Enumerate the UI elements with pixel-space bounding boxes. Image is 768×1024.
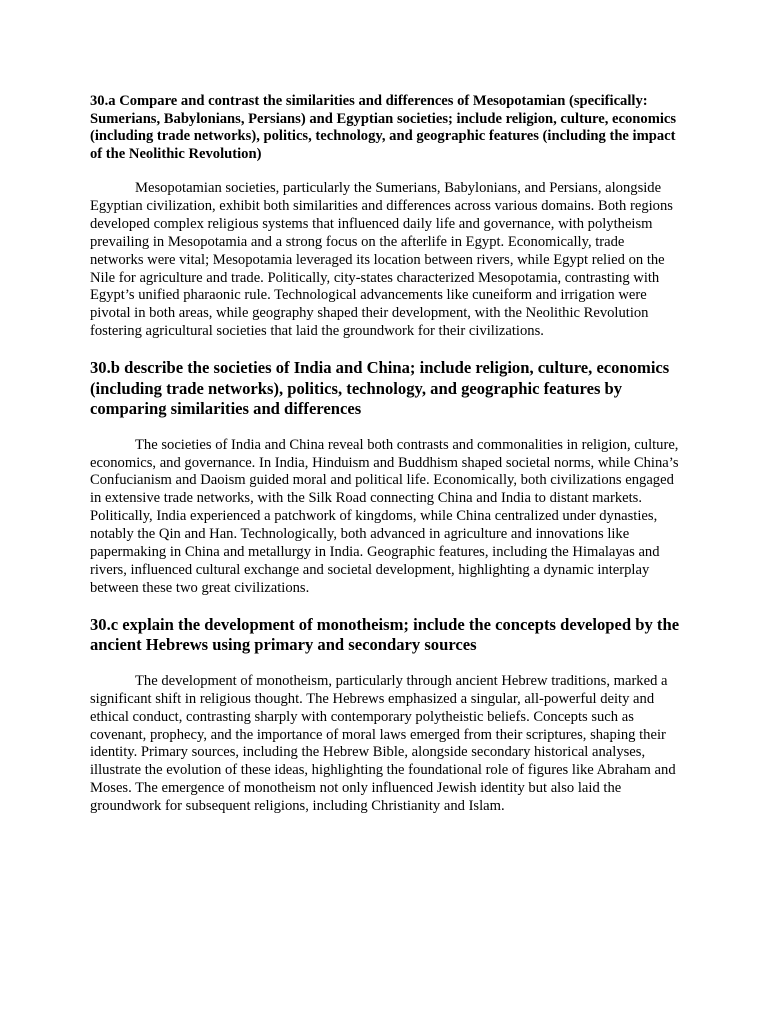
section-30b: [90, 358, 680, 598]
section-paragraph: The societies of India and China reveal both contrasts and commonalities in religion, culture, economics, and governance. In India, Hinduism and Buddhism shaped societal norms, while China’s Confucianism and Daoism guided moral and political life. Economically, both civilizations engaged in extensive trade networks, with the Silk Road connecting China and India to distant markets. Politically, India experienced a patchwork of kingdoms, while China centralized under dynasties, notably the Qin and Han. Technologically, both advanced in agriculture and innovations like papermaking in China and metallurgy in India. Geographic features, including the Himalayas and rivers, influenced cultural exchange and societal development, highlighting a dynamic interplay between these two great civilizations.: [90, 436, 679, 596]
section-heading: 30.b describe the societies of India and China; include religion, culture, economics (including trade networks), politics, technology, and geographic features by comparing similarities and differences: [90, 358, 670, 419]
section-30c: [90, 615, 680, 816]
section-heading: 30.a Compare and contrast the similarities and differences of Mesopotamian (specifically: Sumerians, Babylonians, Persians) and Egyptian societies; include religion, culture, economics (including trade networks), politics, technology, and geographic features (including the impact of the Neolithic Revolution): [90, 93, 677, 162]
section-heading: 30.c explain the development of monotheism; include the concepts developed by the ancient Hebrews using primary and secondary sources: [90, 614, 680, 655]
document-page: [90, 93, 680, 833]
section-30a: [90, 93, 680, 341]
section-paragraph: Mesopotamian societies, particularly the Sumerians, Babylonians, and Persians, alongside Egyptian civilization, exhibit both similarities and differences across various domains. Both regions developed complex religious systems that influenced daily life and governance, with polytheism prevailing in Mesopotamia and a strong focus on the afterlife in Egypt. Economically, trade networks were vital; Mesopotamia leveraged its location between rivers, while Egypt relied on the Nile for agriculture and trade. Politically, city-states characterized Mesopotamia, contrasting with Egypt’s unified pharaonic rule. Technological advancements like cuneiform and irrigation were pivotal in both areas, while geography shaped their development, with the Neolithic Revolution fostering agricultural societies that laid the groundwork for their civilizations.: [90, 180, 673, 340]
section-paragraph: The development of monotheism, particularly through ancient Hebrew traditions, marked a significant shift in religious thought. The Hebrews emphasized a singular, all-powerful deity and ethical conduct, contrasting sharply with contemporary polytheistic beliefs. Concepts such as covenant, prophecy, and the importance of moral laws emerged from their scriptures, shaping their identity. Primary sources, including the Hebrew Bible, alongside secondary historical analyses, illustrate the evolution of these ideas, highlighting the foundational role of figures like Abraham and Moses. The emergence of monotheism not only influenced Jewish identity but also laid the groundwork for subsequent religions, including Christianity and Islam.: [90, 672, 676, 815]
